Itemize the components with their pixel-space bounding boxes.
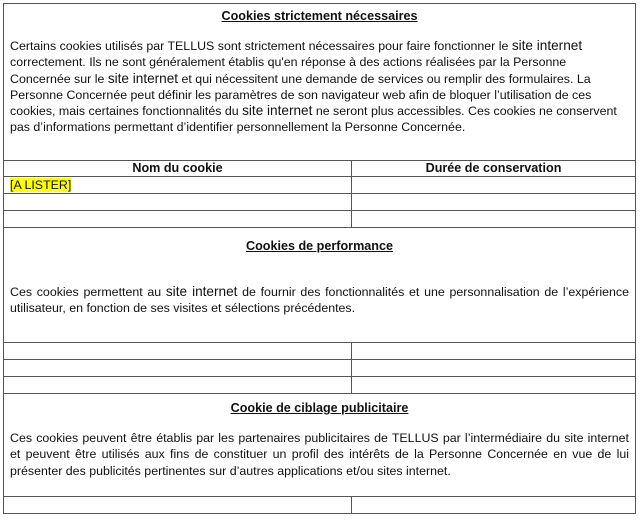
table-cell (4, 194, 352, 211)
document (3, 3, 636, 514)
column-header-retention: Durée de conservation (352, 161, 636, 177)
table-cell (4, 211, 352, 228)
table-cell (352, 343, 636, 360)
column-header-cookie-name: Nom du cookie (4, 161, 352, 177)
section-title-necessary: Cookies strictement nécessaires (221, 9, 418, 23)
table-cell (352, 497, 636, 514)
section-title-advertising: Cookie de ciblage publicitaire (230, 401, 409, 415)
table-cell (4, 343, 352, 360)
table-cell (4, 360, 352, 377)
section-performance (4, 228, 636, 343)
table-cell (352, 377, 636, 394)
table-cell (352, 177, 636, 194)
paragraph-necessary: Certains cookies utilisés par TELLUS sont strictement nécessaires pour faire fonctionner le site internet correctement. Ils ne sont généralement établis qu'en réponse à des actions réalisées par la Personne Concernée sur le site internet et qui nécessitent une demande de services ou remplir des formulaires. La Personne Concernée peut définir les paramètres de son navigateur web afin de bloquer l’utilisation de ces cookies, mais certaines fonctionnalités du site internet ne seront plus accessibles. Ces cookies ne conservent pas d’informations permettant d’identifier personnellement la Personne Concernée. (10, 38, 617, 135)
table-cell (4, 377, 352, 394)
table-cell (4, 177, 352, 194)
paragraph-advertising: Ces cookies peuvent être établis par les partenaires publicitaires de TELLUS par l’intermédiaire du site internet et peuvent être utilisés aux fins de constituer un profil des intérêts de la Personne Concernée en vue de lui présenter des publicités pertinentes sur d’autres applications et/ou sites internet. (10, 431, 629, 478)
section-necessary (4, 4, 636, 161)
table-cell (352, 194, 636, 211)
table-cell (4, 497, 352, 514)
cookie-policy-table (3, 3, 636, 514)
table-cell (352, 360, 636, 377)
section-advertising (4, 394, 636, 497)
paragraph-performance: Ces cookies permettent au site internet de fournir des fonctionnalités et une personnalisation de l’expérience utilisateur, en fonction de ses visites et sélections précédentes. (10, 284, 629, 316)
section-title-performance: Cookies de performance (246, 239, 393, 253)
table-cell (352, 211, 636, 228)
placeholder-highlight: [A LISTER] (10, 178, 72, 192)
